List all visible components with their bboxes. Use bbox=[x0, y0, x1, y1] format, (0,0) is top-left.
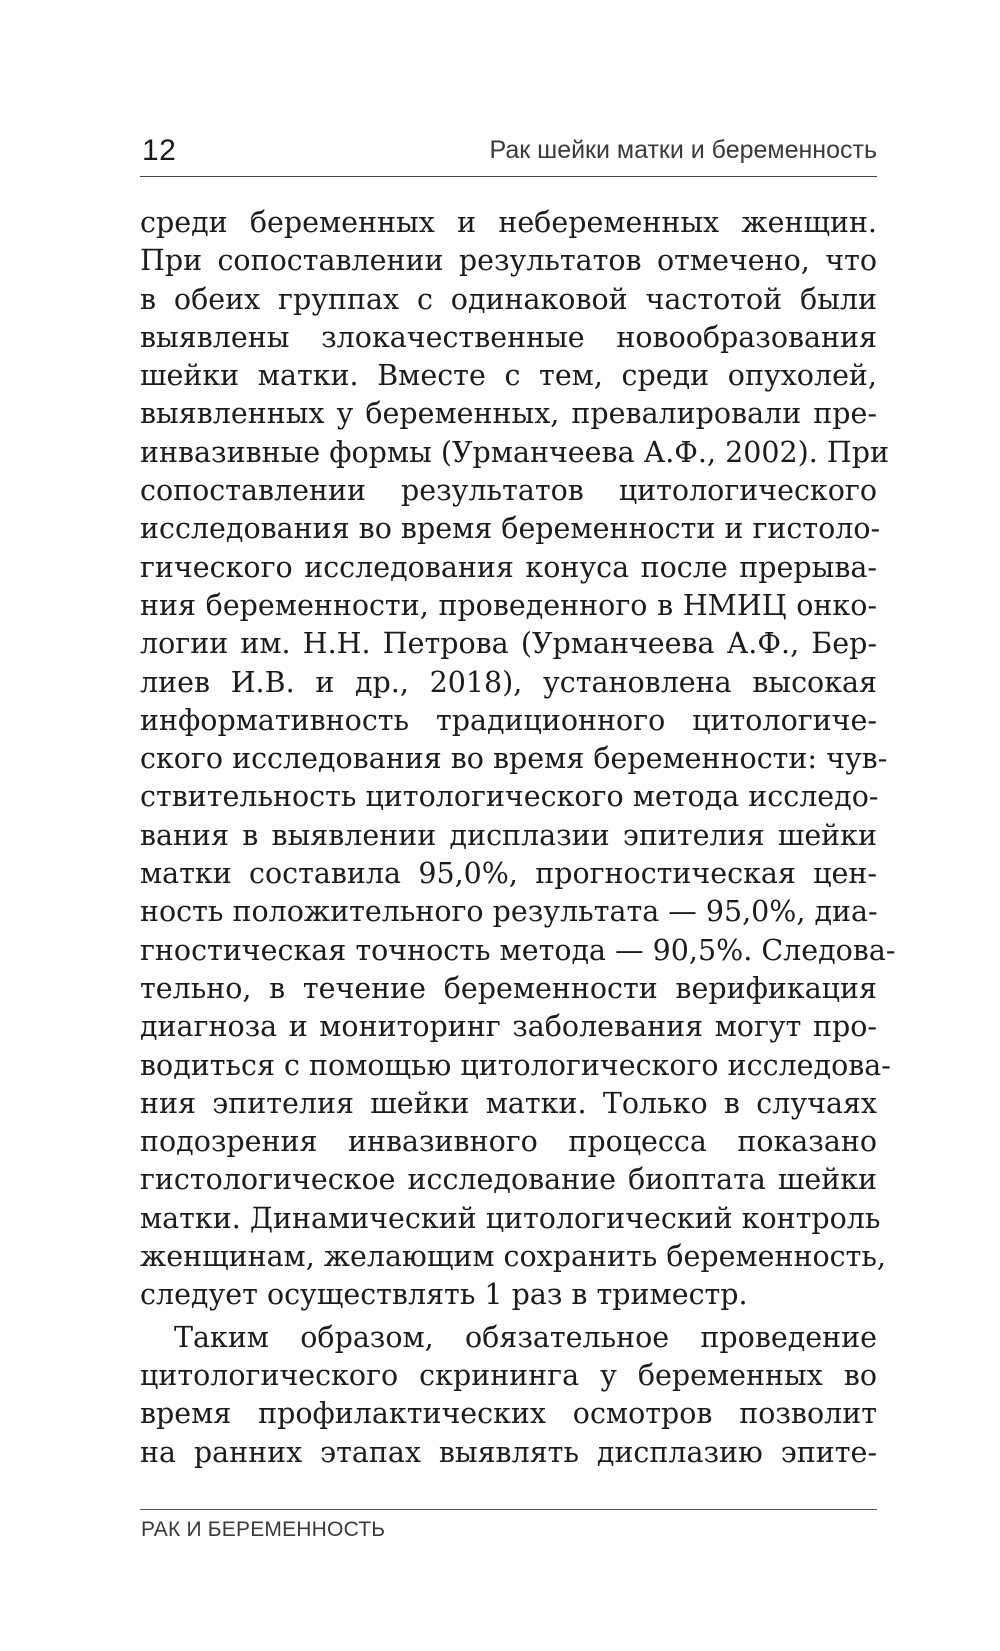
text-line: вания в выявлении дисплазии эпителия шейки bbox=[140, 818, 877, 852]
text-line: гностическая точность метода — 90,5%. Следова- bbox=[140, 933, 896, 967]
text-line: время профилактических осмотров позволит bbox=[140, 1397, 877, 1431]
text-line: При сопоставлении результатов отмечено, что bbox=[140, 244, 877, 278]
paragraph-1 bbox=[140, 204, 896, 1315]
text-line: гистологическое исследование биоптата шейки bbox=[140, 1163, 877, 1197]
header-divider bbox=[140, 176, 877, 177]
text-line: инвазивные формы (Урманчеева А.Ф., 2002). При bbox=[140, 435, 889, 469]
text-line: выявлены злокачественные новообразования bbox=[140, 320, 877, 354]
text-line: ствительность цитологического метода исследо- bbox=[140, 780, 879, 814]
footer-section-label: РАК И БЕРЕМЕННОСТЬ bbox=[141, 1518, 386, 1541]
text-line: диагноза и мониторинг заболевания могут про- bbox=[140, 1010, 877, 1044]
text-line: женщинам, желающим сохранить беременность, bbox=[140, 1240, 886, 1274]
text-line: на ранних этапах выявлять дисплазию эпите- bbox=[140, 1435, 877, 1469]
text-line: ского исследования во время беременности: чув- bbox=[140, 742, 888, 776]
text-line: Таким образом, обязательное проведение bbox=[174, 1320, 877, 1354]
text-line: следует осуществлять 1 раз в триместр. bbox=[140, 1278, 748, 1312]
text-line: шейки матки. Вместе с тем, среди опухолей, bbox=[140, 359, 877, 393]
body-text bbox=[140, 204, 896, 1472]
text-line: сопоставлении результатов цитологического bbox=[140, 474, 877, 508]
text-line: логии им. Н.Н. Петрова (Урманчеева А.Ф., Бер- bbox=[140, 627, 877, 661]
footer-divider bbox=[140, 1509, 877, 1510]
text-line: лиев И.В. и др., 2018), установлена высокая bbox=[140, 665, 877, 699]
text-line: информативность традиционного цитологиче- bbox=[140, 703, 877, 737]
text-line: гического исследования конуса после прерыва- bbox=[140, 550, 877, 584]
text-line: цитологического скрининга у беременных во bbox=[140, 1358, 877, 1392]
text-line: тельно, в течение беременности верификация bbox=[140, 971, 877, 1005]
text-line: ния беременности, проведенного в НМИЦ онко- bbox=[140, 588, 877, 622]
text-line: выявленных у беременных, превалировали пре- bbox=[140, 397, 877, 431]
text-line: матки составила 95,0%, прогностическая цен- bbox=[140, 857, 877, 891]
page-number: 12 bbox=[142, 134, 177, 167]
paragraph-2 bbox=[140, 1319, 877, 1472]
text-line: среди беременных и небеременных женщин. bbox=[140, 206, 877, 239]
text-line: ность положительного результата — 95,0%, диа- bbox=[140, 895, 878, 929]
page-header bbox=[140, 134, 877, 174]
text-line: матки. Динамический цитологический контроль bbox=[140, 1201, 881, 1235]
text-line: подозрения инвазивного процесса показано bbox=[140, 1125, 877, 1159]
text-line: в обеих группах с одинаковой частотой были bbox=[140, 282, 877, 316]
text-line: ния эпителия шейки матки. Только в случаях bbox=[140, 1086, 877, 1120]
text-line: водиться с помощью цитологического исследова- bbox=[140, 1048, 891, 1082]
running-title: Рак шейки матки и беременность bbox=[489, 136, 877, 164]
text-line: исследования во время беременности и гистоло- bbox=[140, 512, 881, 546]
